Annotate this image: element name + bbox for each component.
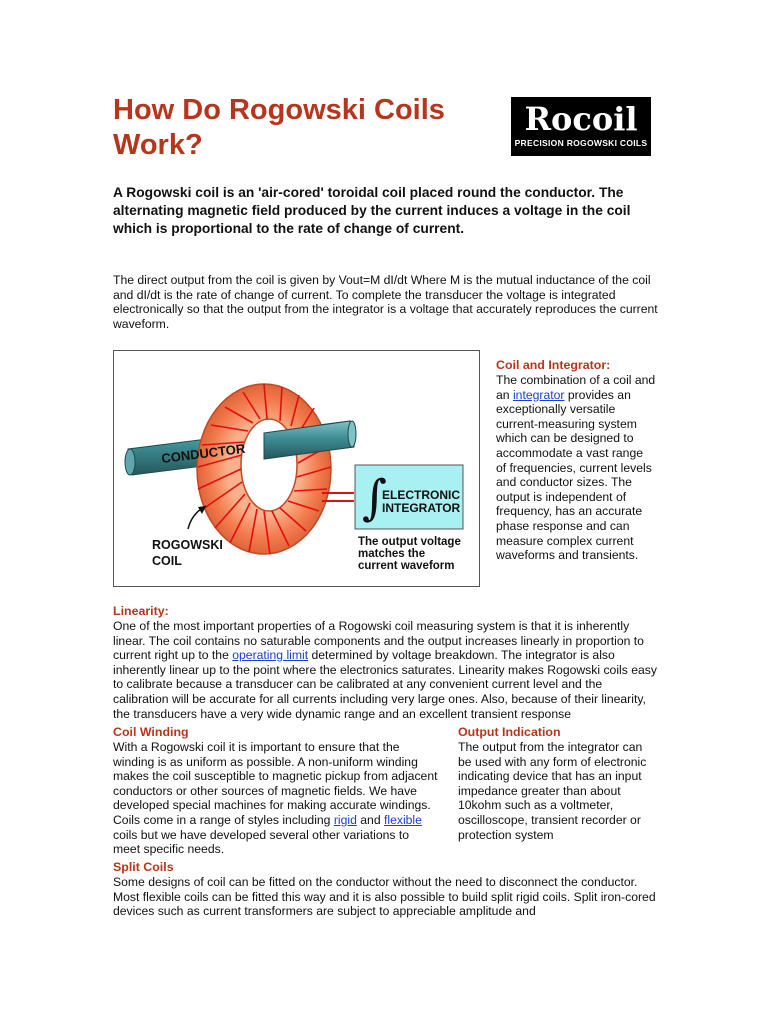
split-coils-text: Some designs of coil can be fitted on the conductor without the need to disconnect the conductor. Most flexible coils can be fitted this way and it is also possible to build split rigid coils. Split iron-cored devices such as current transformers are subject to appreciable amplitude and [113,875,656,919]
coil-integrator-text: The combination of a coil and an integrator provides an exceptionally versatile current-measuring system which can be designed to accommodate a vast range of frequencies, current levels and conductor sizes. The output is independent of frequency, has an accurate phase response and can measure complex current waveforms and transients. [496,373,656,563]
rigid-link[interactable]: rigid [333,812,357,827]
output-indication-text: The output from the integrator can be used with any form of electronic indicating device that has an input impedance greater than about 10kohm such as a voltmeter, oscilloscope, transient recorder or protection system [458,740,647,842]
integrator-label-line1: ELECTRONIC [382,488,460,502]
split-coils-section [113,860,658,919]
linearity-text: One of the most important properties of a Rogowski coil measuring system is that it is inherently linear. The coil contains no saturable components and the output increases linearly in proportion to current right up to the operating limit determined by voltage breakdown. The integrator is also inherently linear up to the point where the electronics saturates. Linearity makes Rogowski coils easy to calibrate because a transducer can be calibrated at any convenient current level and the calibration will be accurate for all currents including very large ones. Also, because of their linearity, the transducers have a very wide dynamic range and an excellent transient response [113,619,657,721]
output-indication-section [458,725,658,842]
rogowski-coil-diagram [113,350,480,587]
operating-limit-link[interactable]: operating limit [232,648,309,663]
rocoil-logo [511,97,651,156]
integral-symbol: ∫ [362,470,388,526]
integrator-link[interactable]: integrator [512,387,565,402]
rogowski-label-line1: ROGOWSKI [152,538,223,552]
toroidal-coil [197,384,331,554]
logo-tagline: PRECISION ROGOWSKI COILS [514,138,648,148]
coil-pointer-arrow [188,506,206,529]
caption-line2: matches the [358,548,426,560]
linearity-heading: Linearity: [113,604,169,618]
coil-integrator-section [496,358,656,563]
caption-line3: current waveform [358,560,455,572]
coil-winding-heading: Coil Winding [113,725,189,739]
coil-diagram-svg [114,351,480,587]
split-coils-heading: Split Coils [113,860,174,874]
rogowski-label-line2: COIL [152,554,182,568]
caption-line1: The output voltage [358,536,461,548]
flexible-link[interactable]: flexible [383,812,422,827]
output-indication-heading: Output Indication [458,725,561,739]
coil-winding-text: With a Rogowski coil it is important to ensure that the winding is as uniform as possible. A non-uniform winding makes the coil susceptible to magnetic pickup from adjacent conductors or other sources of magnetic fields. We have developed special machines for making accurate windings. Coils come in a range of styles including rigid and flexible coils but we have developed several other variations to meet specific needs. [113,740,438,857]
logo-brand: Rocoil [524,100,638,138]
intro-paragraph: A Rogowski coil is an 'air-cored' toroidal coil placed round the conductor. The alternating magnetic field produced by the current induces a voltage in the coil which is proportional to the rate of change of current. [113,185,631,236]
output-formula-paragraph: The direct output from the coil is given by Vout=M dI/dt Where M is the mutual inductance of the coil and dI/dt is the rate of change of current. To complete the transducer the voltage is integrated electronically so that the output from the integrator is a voltage that accurately reproduces the current waveform. [113,273,658,331]
integrator-label-line2: INTEGRATOR [382,501,461,515]
conductor-label: CONDUCTOR [160,440,247,466]
coil-winding-section [113,725,438,857]
linearity-section [113,604,658,721]
coil-integrator-heading: Coil and Integrator: [496,358,611,372]
page-title: How Do Rogowski Coils Work? [113,94,445,161]
